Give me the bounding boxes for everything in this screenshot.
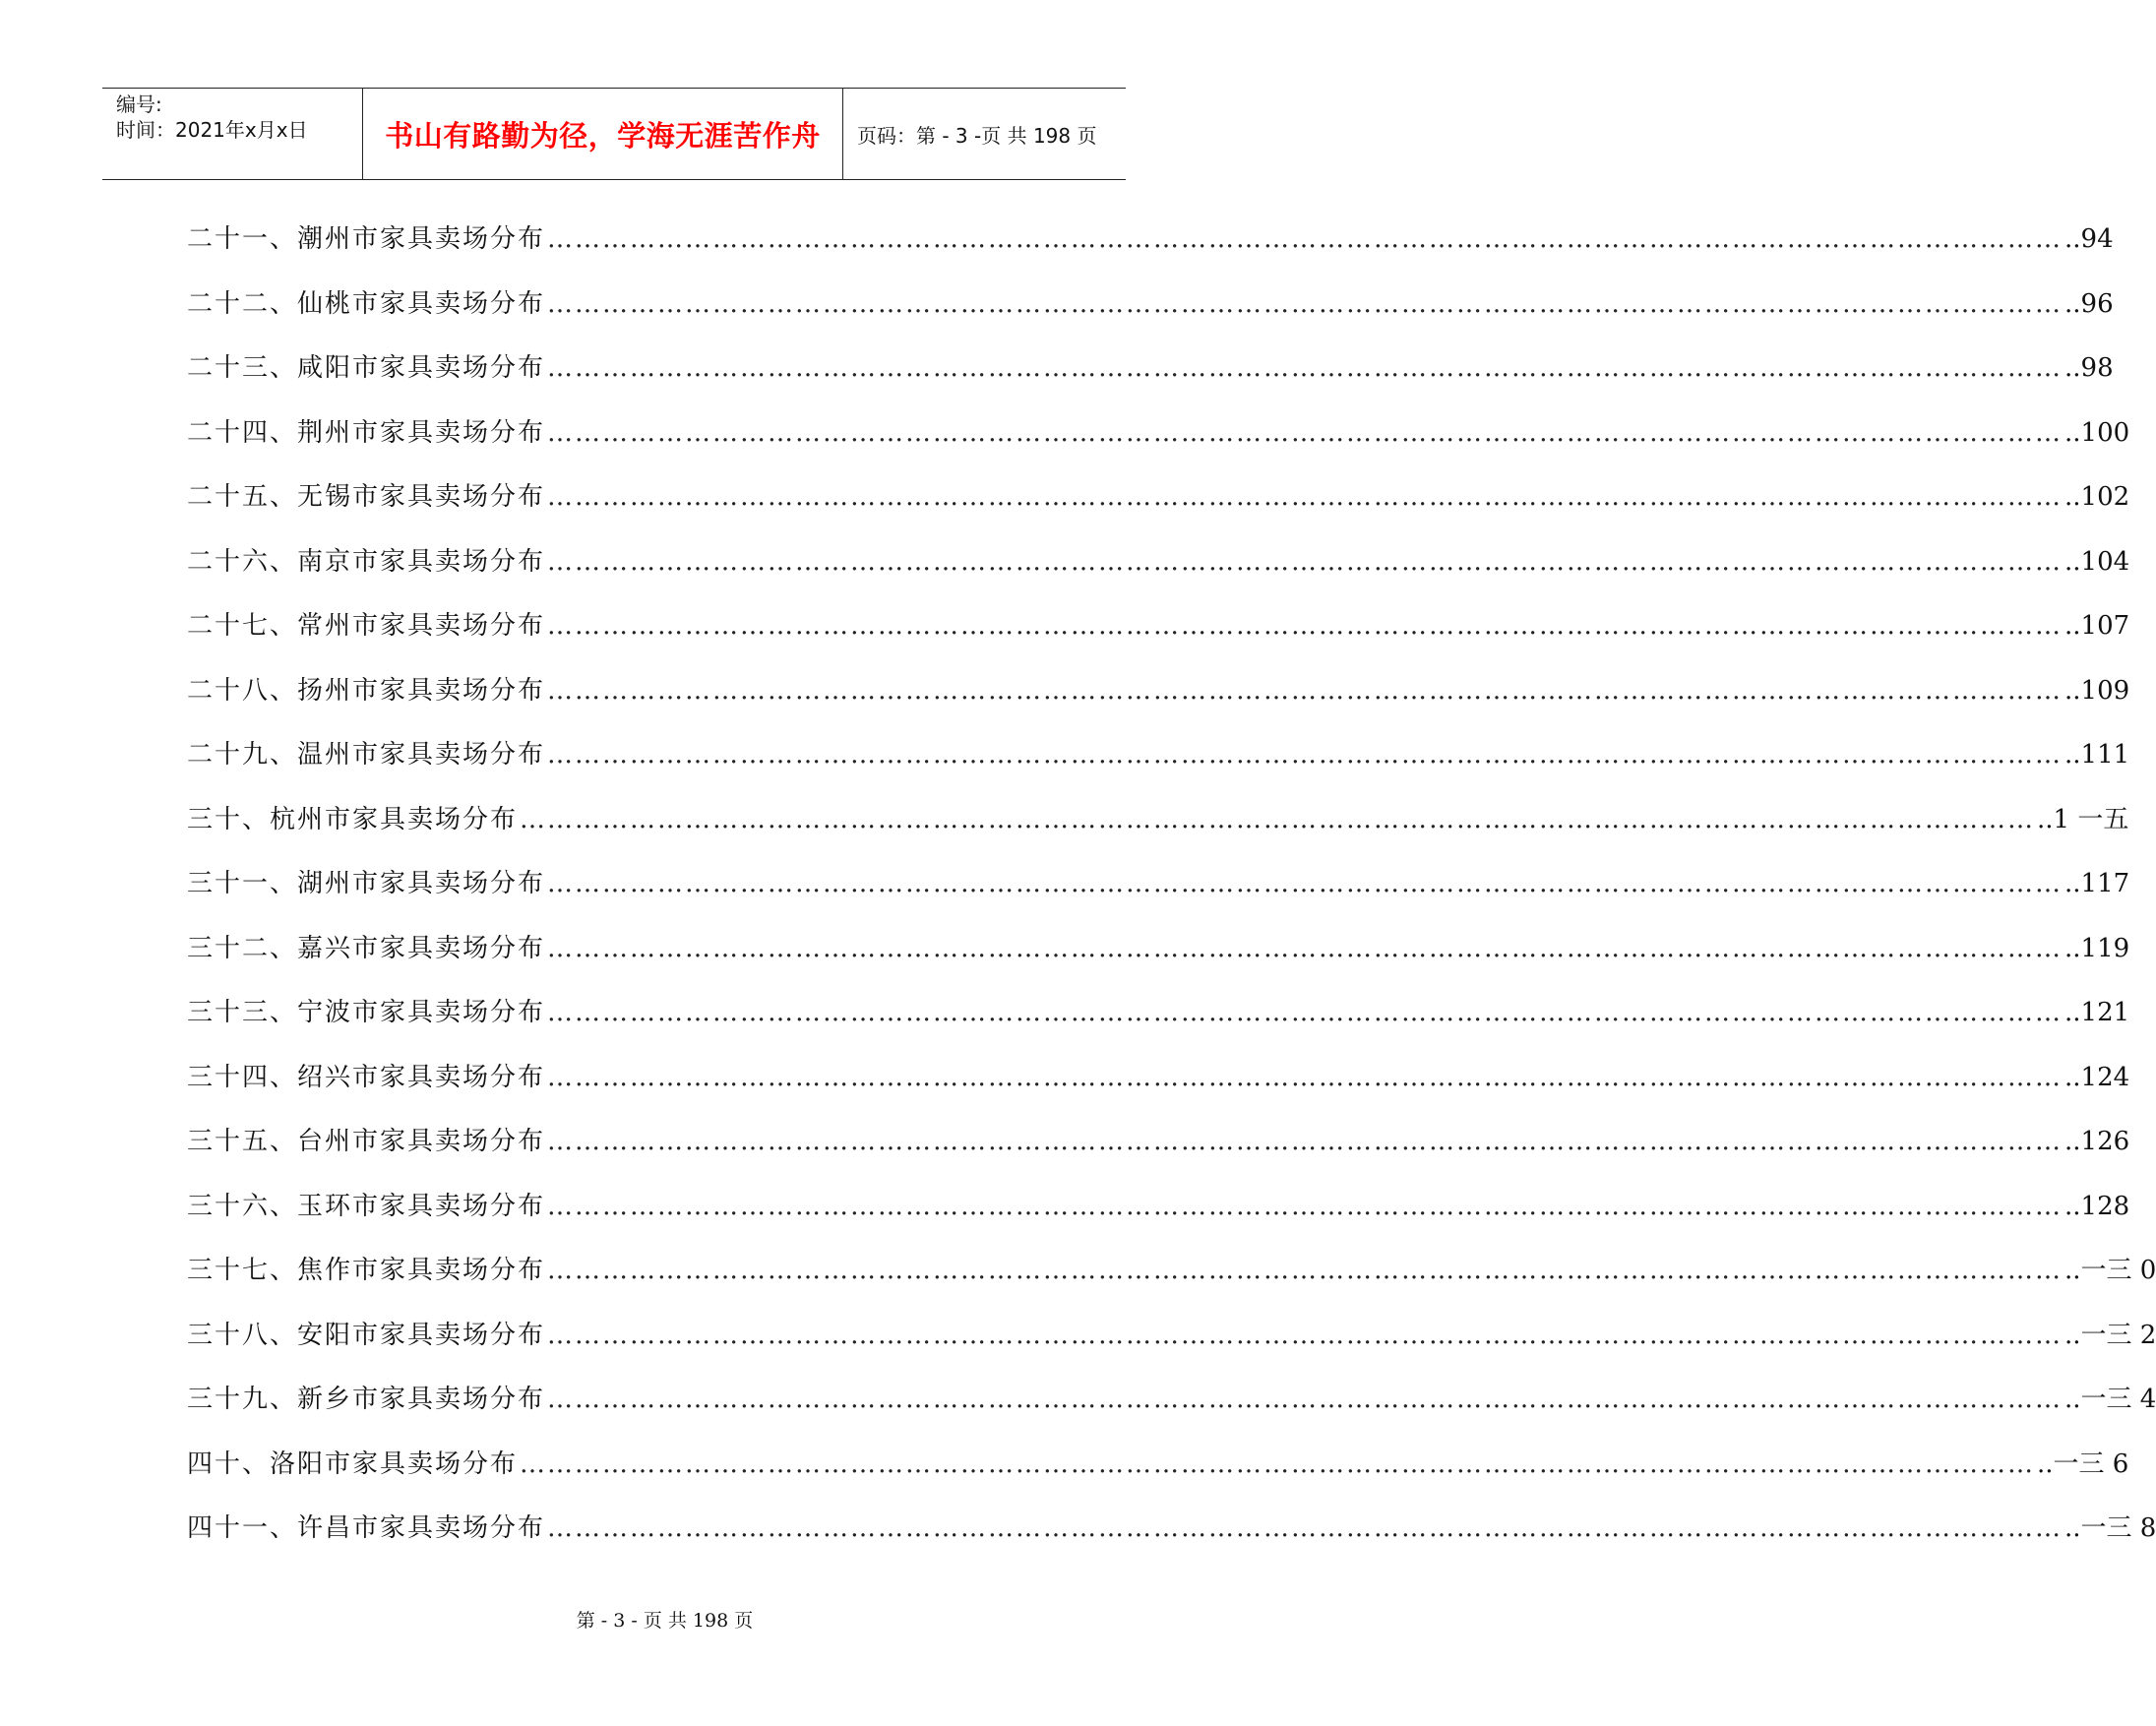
toc-entry-title: 二十二、仙桃市家具卖场分布: [187, 288, 546, 319]
header-motto-cell: [363, 89, 843, 179]
toc-entry-page-number: ..117: [2064, 869, 2130, 898]
toc-entry-page-number: ..102: [2064, 482, 2130, 512]
toc-entry-page-number: ..121: [2064, 998, 2130, 1027]
toc-entry[interactable]: [187, 218, 2114, 283]
toc-entry[interactable]: [187, 799, 2129, 864]
toc-entry-title: 二十三、咸阳市家具卖场分布: [187, 353, 546, 383]
header-page-cell: [843, 89, 1126, 179]
document-time-label: 时间：2021年x月x日: [116, 118, 308, 142]
toc-entry-page-number: ..107: [2064, 611, 2130, 641]
toc-entry[interactable]: [187, 412, 2130, 477]
toc-entry-title: 三十、杭州市家具卖场分布: [187, 804, 519, 834]
toc-entry-leader-dots: …………………………………………………………………………………………………………………………………………………: [547, 1513, 2064, 1543]
toc-entry-page-number: ..94: [2064, 224, 2114, 254]
toc-entry-title: 二十五、无锡市家具卖场分布: [187, 482, 546, 512]
toc-entry-leader-dots: …………………………………………………………………………………………………………………………………………………: [547, 998, 2064, 1027]
toc-entry-page-number: ..109: [2064, 675, 2130, 706]
toc-entry-page-number: ..128: [2064, 1191, 2130, 1221]
toc-entry-page-number: ..104: [2064, 546, 2130, 577]
toc-entry-leader-dots: …………………………………………………………………………………………………………………………………………………: [547, 1127, 2064, 1156]
toc-entry-leader-dots: …………………………………………………………………………………………………………………………………………………: [547, 546, 2064, 577]
toc-entry[interactable]: [187, 734, 2130, 799]
toc-entry[interactable]: [187, 347, 2114, 412]
toc-entry[interactable]: [187, 863, 2130, 928]
toc-entry-title: 二十八、扬州市家具卖场分布: [187, 675, 546, 706]
table-of-contents: [187, 218, 2156, 1572]
page-header: [102, 88, 1126, 180]
toc-entry-leader-dots: …………………………………………………………………………………………………………………………………………………: [547, 1256, 2064, 1285]
toc-entry-leader-dots: …………………………………………………………………………………………………………………………………………………: [547, 1062, 2064, 1092]
header-meta-cell: [102, 89, 363, 179]
toc-entry-leader-dots: …………………………………………………………………………………………………………………………………………………: [547, 933, 2064, 963]
toc-entry-page-number: ..124: [2064, 1062, 2130, 1092]
toc-entry-title: 二十七、常州市家具卖场分布: [187, 611, 546, 641]
toc-entry-title: 四十、洛阳市家具卖场分布: [187, 1449, 519, 1479]
toc-entry-title: 三十一、湖州市家具卖场分布: [187, 869, 546, 898]
toc-entry-leader-dots: …………………………………………………………………………………………………………………………………………………: [547, 869, 2064, 898]
toc-entry-title: 三十四、绍兴市家具卖场分布: [187, 1062, 546, 1092]
toc-entry[interactable]: [187, 1186, 2130, 1251]
toc-entry-leader-dots: …………………………………………………………………………………………………………………………………………………: [547, 353, 2064, 383]
toc-entry-leader-dots: …………………………………………………………………………………………………………………………………………………: [547, 482, 2064, 512]
toc-entry[interactable]: [187, 1508, 2156, 1572]
toc-entry-leader-dots: …………………………………………………………………………………………………………………………………………………: [547, 224, 2064, 254]
toc-entry-title: 三十五、台州市家具卖场分布: [187, 1127, 546, 1156]
toc-entry-leader-dots: …………………………………………………………………………………………………………………………………………………: [547, 417, 2064, 448]
toc-entry[interactable]: [187, 283, 2114, 348]
toc-entry-title: 二十六、南京市家具卖场分布: [187, 546, 546, 577]
toc-entry-page-number: ..一三 4: [2064, 1385, 2156, 1414]
toc-entry-leader-dots: …………………………………………………………………………………………………………………………………………………: [520, 804, 2036, 834]
toc-entry-title: 二十四、荆州市家具卖场分布: [187, 417, 546, 448]
toc-entry-title: 四十一、许昌市家具卖场分布: [187, 1513, 546, 1543]
toc-entry[interactable]: [187, 1121, 2130, 1186]
toc-entry-leader-dots: …………………………………………………………………………………………………………………………………………………: [547, 740, 2064, 770]
toc-entry-page-number: ..126: [2064, 1127, 2130, 1156]
toc-entry-leader-dots: …………………………………………………………………………………………………………………………………………………: [520, 1449, 2036, 1479]
header-motto: 书山有路勤为径，学海无涯苦作舟: [385, 118, 821, 153]
header-page-label: 页码：第 - 3 -页 共 198 页: [857, 123, 1097, 148]
toc-entry-title: 二十一、潮州市家具卖场分布: [187, 224, 546, 254]
toc-entry-page-number: ..一三 0: [2064, 1256, 2156, 1285]
toc-entry[interactable]: [187, 670, 2130, 735]
toc-entry-page-number: ..一三 6: [2037, 1449, 2129, 1479]
toc-entry[interactable]: [187, 605, 2130, 670]
toc-entry-title: 三十九、新乡市家具卖场分布: [187, 1385, 546, 1414]
toc-entry-page-number: ..一三 8: [2064, 1513, 2156, 1543]
toc-entry-title: 二十九、温州市家具卖场分布: [187, 740, 546, 770]
toc-entry[interactable]: [187, 1057, 2130, 1122]
toc-entry[interactable]: [187, 541, 2130, 606]
toc-entry-page-number: ..98: [2064, 353, 2114, 383]
toc-entry-leader-dots: …………………………………………………………………………………………………………………………………………………: [547, 675, 2064, 706]
toc-entry-leader-dots: …………………………………………………………………………………………………………………………………………………: [547, 1191, 2064, 1221]
toc-entry-page-number: ..96: [2064, 288, 2114, 319]
toc-entry[interactable]: [187, 1379, 2156, 1444]
toc-entry[interactable]: [187, 476, 2130, 541]
toc-entry[interactable]: [187, 1444, 2129, 1509]
toc-entry-page-number: ..一三 2: [2064, 1320, 2156, 1350]
footer-page-number: 第 - 3 - 页 共 198 页: [576, 1610, 754, 1632]
toc-entry-page-number: ..111: [2064, 740, 2130, 770]
toc-entry-leader-dots: …………………………………………………………………………………………………………………………………………………: [547, 611, 2064, 641]
toc-entry-leader-dots: …………………………………………………………………………………………………………………………………………………: [547, 1385, 2064, 1414]
toc-entry-title: 三十三、宁波市家具卖场分布: [187, 998, 546, 1027]
toc-entry[interactable]: [187, 992, 2130, 1057]
toc-entry-page-number: ..100: [2064, 417, 2130, 448]
toc-entry-page-number: ..1 一五: [2037, 804, 2129, 834]
toc-entry-title: 三十六、玉环市家具卖场分布: [187, 1191, 546, 1221]
toc-entry[interactable]: [187, 1250, 2156, 1315]
toc-entry-page-number: ..119: [2064, 933, 2130, 963]
toc-entry-title: 三十八、安阳市家具卖场分布: [187, 1320, 546, 1350]
toc-entry-title: 三十七、焦作市家具卖场分布: [187, 1256, 546, 1285]
page-footer: [0, 1606, 1221, 1633]
document-number-label: 编号:: [116, 92, 162, 116]
toc-entry-title: 三十二、嘉兴市家具卖场分布: [187, 933, 546, 963]
toc-entry-leader-dots: …………………………………………………………………………………………………………………………………………………: [547, 288, 2064, 319]
toc-entry[interactable]: [187, 1315, 2156, 1380]
toc-entry-leader-dots: …………………………………………………………………………………………………………………………………………………: [547, 1320, 2064, 1350]
toc-entry[interactable]: [187, 928, 2130, 993]
